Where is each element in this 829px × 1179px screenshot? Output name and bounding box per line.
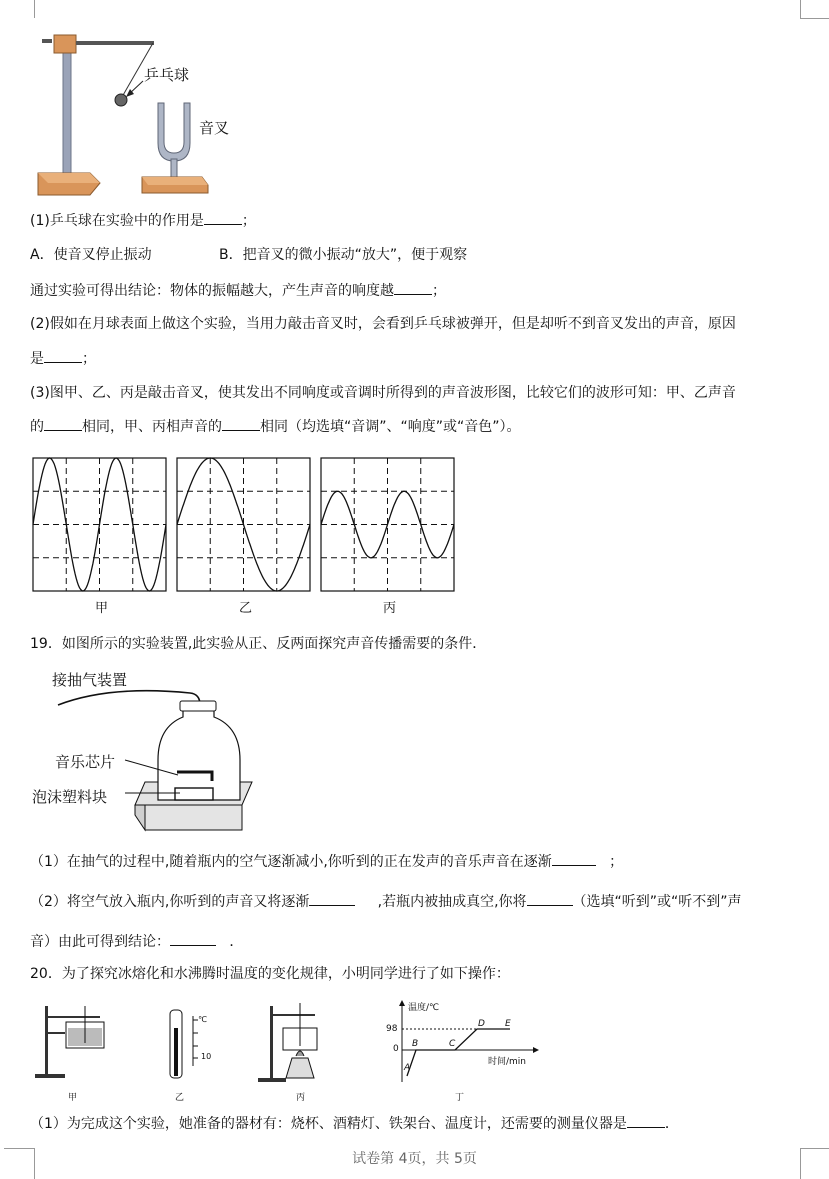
vacuum-bell-jar-figure <box>30 665 270 835</box>
q18-part3-c: 相同（均选填“音调”、“响度”或“音色”）。 <box>260 419 521 435</box>
q18-conclusion <box>30 280 446 301</box>
answer-blank[interactable] <box>527 891 573 906</box>
q20-sub1-end: ． <box>664 1116 679 1132</box>
q19-sub1-text: （1）在抽气的过程中,随着瓶内的空气逐渐减小,你听到的正在发声的音乐声音在逐渐 <box>30 854 552 870</box>
wave-label-jia: 甲 <box>95 601 109 616</box>
q19-sub2-cont-end: ． <box>229 934 244 950</box>
q18-part1 <box>30 210 256 231</box>
answer-blank[interactable] <box>222 416 260 431</box>
thermometer-unit: ℃ <box>198 1015 207 1024</box>
q19-sub2-text: （2）将空气放入瓶内,你听到的声音又将逐渐 <box>30 894 310 910</box>
q18-part2-cont <box>30 348 96 369</box>
graph-point-b: B <box>412 1039 419 1049</box>
answer-blank[interactable] <box>170 931 216 946</box>
q20-fig-label-jia: 甲 <box>68 1093 78 1103</box>
q18-conclusion-text: 通过实验可得出结论：物体的振幅越大，产生声音的响度越 <box>30 283 394 299</box>
label-foam-block: 泡沫塑料块 <box>32 788 108 806</box>
wave-label-yi: 乙 <box>239 601 253 616</box>
q18-conclusion-end: ； <box>432 283 446 299</box>
q18-part3-a: 的 <box>30 419 44 435</box>
q18-part1-end: ； <box>241 213 256 229</box>
graph-ylabel: 温度/℃ <box>408 1003 440 1013</box>
q20-sub1-text: （1）为完成这个实验，她准备的器材有：烧杯、酒精灯、铁架台、温度计，还需要的测量仪器是 <box>30 1116 627 1132</box>
q20-sub1 <box>30 1113 679 1134</box>
page-footer: 试卷第 4页，共 5页 <box>352 1151 477 1167</box>
q18-part3-b: 相同，甲、丙相声音的 <box>82 419 222 435</box>
q18-part2: (2)假如在月球表面上做这个实验，当用力敲击音叉时，会看到乒乓球被弹开，但是却听不到音叉发出的声音，原因 <box>30 316 736 332</box>
q19-sub2-cont <box>30 931 243 952</box>
q20-fig-label-bing: 丙 <box>296 1093 306 1103</box>
q19-sub2 <box>30 891 742 912</box>
waveform-figure <box>30 455 460 595</box>
answer-blank[interactable] <box>627 1113 665 1128</box>
q19-sub1 <box>30 851 623 872</box>
pingpong-tuning-fork-figure <box>30 25 240 200</box>
crop-mark-top-right-h <box>800 0 829 19</box>
label-pump: 接抽气装置 <box>52 671 128 689</box>
q18-part1-text: (1)乒乓球在实验中的作用是 <box>30 213 204 229</box>
q20-title: 20．为了探究冰熔化和水沸腾时温度的变化规律，小明同学进行了如下操作： <box>30 966 510 982</box>
graph-point-c: C <box>449 1039 456 1049</box>
q18-part2-end: ； <box>82 351 96 367</box>
graph-point-d: D <box>478 1019 485 1029</box>
thermometer-mark: 10 <box>201 1052 212 1061</box>
q18-part3-cont <box>30 416 521 437</box>
wave-label-bing: 丙 <box>383 601 397 616</box>
crop-mark-top-left <box>4 0 35 18</box>
q19-sub2-mid: ,若瓶内被抽成真空,你将 <box>377 894 527 910</box>
answer-blank[interactable] <box>204 210 242 225</box>
answer-blank[interactable] <box>552 851 596 866</box>
waveform-3 <box>321 458 454 591</box>
graph-y98: 98 <box>386 1024 398 1034</box>
answer-blank[interactable] <box>44 416 82 431</box>
answer-blank[interactable] <box>44 348 82 363</box>
label-music-chip: 音乐芯片 <box>55 753 116 771</box>
q18-option-b: B．把音叉的微小振动“放大”，便于观察 <box>219 247 468 263</box>
answer-blank[interactable] <box>309 891 355 906</box>
graph-point-a: A <box>404 1063 411 1073</box>
q20-apparatus-figure <box>30 998 550 1093</box>
graph-y0: 0 <box>393 1044 399 1054</box>
graph-xlabel: 时间/min <box>488 1057 527 1067</box>
q20-fig-label-ding: 丁 <box>455 1093 465 1103</box>
q19-sub1-end: ； <box>609 854 624 870</box>
q19-sub2-end: （选填“听到”或“听不到”声 <box>572 894 742 910</box>
label-pingpong-ball: 乒乓球 <box>144 66 190 84</box>
waveform-1 <box>33 458 166 591</box>
q18-part2-cont-text: 是 <box>30 351 44 367</box>
q20-fig-label-yi: 乙 <box>175 1093 185 1103</box>
graph-point-e: E <box>505 1019 511 1029</box>
q19-title: 19．如图所示的实验装置,此实验从正、反两面探究声音传播需要的条件． <box>30 636 487 652</box>
q19-sub2-cont-text: 音）由此可得到结论： <box>30 934 170 950</box>
q18-part3: (3)图甲、乙、丙是敲击音叉，使其发出不同响度或音调时所得到的声音波形图，比较它们的波形可知：甲、乙声音 <box>30 385 736 401</box>
waveform-2 <box>177 458 310 591</box>
q18-option-a: A．使音叉停止振动 <box>30 247 152 263</box>
answer-blank[interactable] <box>394 280 432 295</box>
label-tuning-fork: 音叉 <box>199 119 230 137</box>
